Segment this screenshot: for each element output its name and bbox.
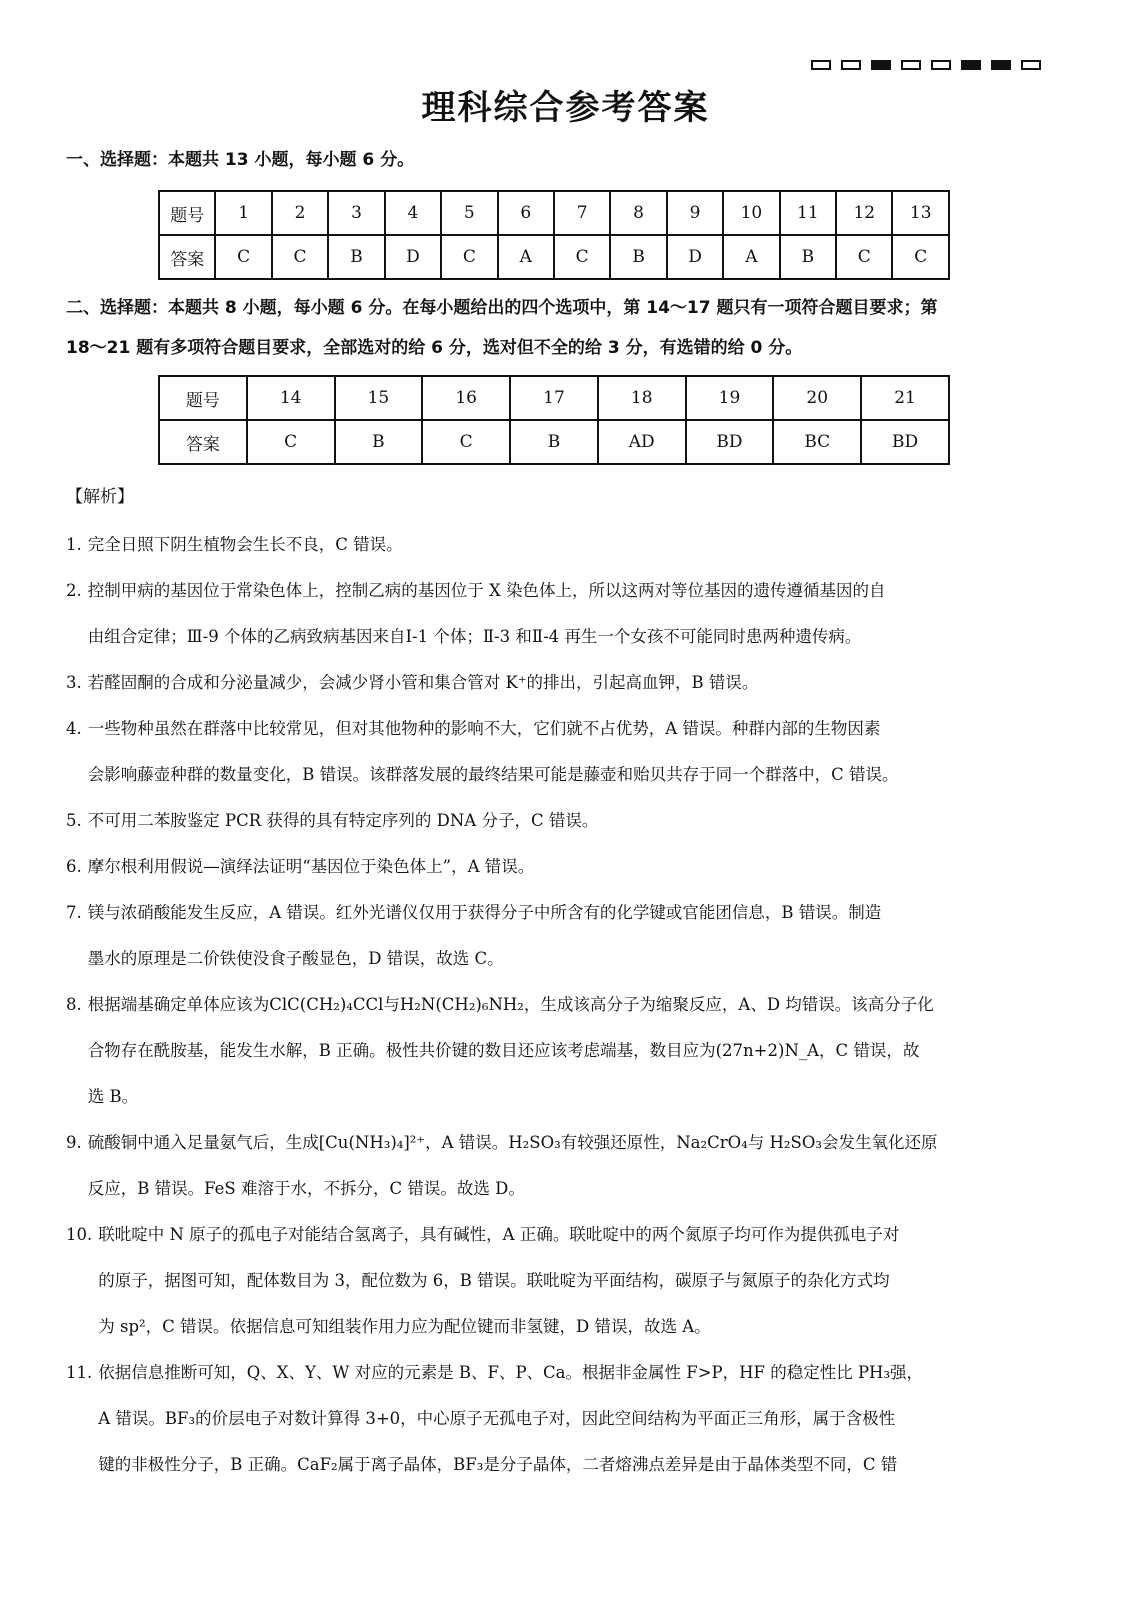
list-item [66,844,1041,890]
item-number: 10. [66,1225,93,1244]
question-number-cell: 19 [686,376,774,420]
item-text [88,982,1041,1120]
item-line: 键的非极性分子，B 正确。CaF₂属于离子晶体，BF₃是分子晶体，二者熔沸点差异是由于晶体类型不同，C 错 [98,1455,898,1474]
marker-box [811,60,831,70]
answer-table-2 [158,375,950,465]
answer-cell: B [510,420,598,464]
answer-cell: A [498,235,554,279]
answer-cell: C [422,420,510,464]
list-item [66,522,1041,568]
list-item [66,1120,1041,1212]
question-number-cell: 21 [861,376,949,420]
item-text [98,1212,1041,1350]
item-line: 联吡啶中 N 原子的孤电子对能结合氢离子，具有碱性，A 正确。联吡啶中的两个氮原子均可作为提供孤电子对 [98,1225,900,1244]
page-marker-boxes [811,60,1041,70]
question-number-cell: 18 [598,376,686,420]
answer-cell: B [780,235,836,279]
item-text [88,890,1041,982]
answer-cell: C [892,235,949,279]
item-line: 选 B。 [87,1087,139,1106]
section2-heading-line2: 18～21 题有多项符合题目要求，全部选对的给 6 分，选对但不全的给 3 分，有选错的给 0 分。 [66,338,803,358]
item-line: 由组合定律；Ⅲ-9 个体的乙病致病基因来自Ⅰ-1 个体；Ⅱ-3 和Ⅱ-4 再生一个女孩不可能同时患两种遗传病。 [87,627,862,646]
question-number-cell: 9 [667,191,723,235]
answer-cell: A [723,235,779,279]
marker-box-filled [871,60,891,70]
item-line: 若醛固酮的合成和分泌量减少，会减少肾小管和集合管对 K⁺的排出，引起高血钾，B 错误。 [87,673,759,692]
question-number-cell: 16 [422,376,510,420]
item-line: 根据端基确定单体应该为ClC(CH₂)₄CCl与H₂N(CH₂)₆NH₂，生成该高分子为缩聚反应，A、D 均错误。该高分子化 [87,995,934,1014]
list-item [66,1350,1041,1488]
item-line: 会影响藤壶种群的数量变化，B 错误。该群落发展的最终结果可能是藤壶和贻贝共存于同一个群落中，C 错误。 [87,765,899,784]
answer-cell: AD [598,420,686,464]
question-number-cell: 20 [773,376,861,420]
item-text [88,798,1041,844]
item-line: 控制甲病的基因位于常染色体上，控制乙病的基因位于 X 染色体上，所以这两对等位基因的遗传遵循基因的自 [87,581,886,600]
item-number: 9. [66,1133,82,1152]
item-number: 5. [66,811,82,830]
question-number-cell: 10 [723,191,779,235]
answer-cell: C [836,235,892,279]
list-item [66,568,1041,660]
row-label: 答案 [159,235,215,279]
item-line: 墨水的原理是二价铁使没食子酸显色，D 错误，故选 C。 [87,949,504,968]
item-text [98,1350,1041,1488]
marker-box [1021,60,1041,70]
answer-cell: B [328,235,384,279]
question-number-cell: 15 [335,376,423,420]
item-number: 3. [66,673,82,692]
item-number: 4. [66,719,82,738]
list-item [66,982,1041,1120]
question-number-cell: 3 [328,191,384,235]
question-number-cell: 12 [836,191,892,235]
question-number-cell: 4 [385,191,441,235]
item-line: 完全日照下阴生植物会生长不良，C 错误。 [87,535,403,554]
item-text [88,706,1041,798]
section2-heading-line1: 二、选择题：本题共 8 小题，每小题 6 分。在每小题给出的四个选项中，第 14～17 题只有一项符合题目要求；第 [66,298,938,318]
table-row-numbers [159,191,949,235]
list-item [66,706,1041,798]
list-item [66,660,1041,706]
item-line: 反应，B 错误。FeS 难溶于水，不拆分，C 错误。故选 D。 [87,1179,525,1198]
answer-cell: D [667,235,723,279]
item-line: 依据信息推断可知，Q、X、Y、W 对应的元素是 B、F、P、Ca。根据非金属性 F>P，HF 的稳定性比 PH₃强， [98,1363,924,1382]
item-number: 2. [66,581,82,600]
item-text [88,844,1041,890]
answer-cell: B [610,235,666,279]
answer-cell: C [441,235,497,279]
item-line: 一些物种虽然在群落中比较常见，但对其他物种的影响不大，它们就不占优势，A 错误。种群内部的生物因素 [87,719,881,738]
answer-cell: C [247,420,335,464]
answer-table-1 [158,190,950,280]
answer-cell: BD [861,420,949,464]
row-label: 题号 [159,376,247,420]
item-line: A 错误。BF₃的价层电子对数计算得 3+0，中心原子无孤电子对，因此空间结构为平面正三角形，属于含极性 [98,1409,896,1428]
row-label: 题号 [159,191,215,235]
marker-box [931,60,951,70]
question-number-cell: 8 [610,191,666,235]
row-label: 答案 [159,420,247,464]
answer-cell: C [272,235,328,279]
list-item [66,1212,1041,1350]
question-number-cell: 1 [215,191,271,235]
table-row-numbers [159,376,949,420]
item-text [88,522,1041,568]
answer-cell: C [215,235,271,279]
item-number: 6. [66,857,82,876]
item-line: 的原子，据图可知，配体数目为 3，配位数为 6，B 错误。联吡啶为平面结构，碳原子与氮原子的杂化方式均 [98,1271,890,1290]
question-number-cell: 11 [780,191,836,235]
analysis-list [66,522,1041,1488]
question-number-cell: 2 [272,191,328,235]
answer-cell: B [335,420,423,464]
item-number: 11. [66,1363,93,1382]
item-number: 1. [66,535,82,554]
question-number-cell: 7 [554,191,610,235]
answer-cell: C [554,235,610,279]
marker-box [901,60,921,70]
question-number-cell: 5 [441,191,497,235]
item-line: 为 sp²，C 错误。依据信息可知组装作用力应为配位键而非氢键，D 错误，故选 A。 [98,1317,711,1336]
marker-box-filled [961,60,981,70]
table-row-answers [159,420,949,464]
marker-box [841,60,861,70]
answer-cell: BC [773,420,861,464]
item-number: 7. [66,903,82,922]
list-item [66,890,1041,982]
list-item [66,798,1041,844]
item-line: 镁与浓硝酸能发生反应，A 错误。红外光谱仪仅用于获得分子中所含有的化学键或官能团信息，B 错误。制造 [87,903,882,922]
item-line: 硫酸铜中通入足量氨气后，生成[Cu(NH₃)₄]²⁺，A 错误。H₂SO₃有较强还原性，Na₂CrO₄与 H₂SO₃会发生氧化还原 [87,1133,938,1152]
item-line: 摩尔根利用假说—演绎法证明“基因位于染色体上”，A 错误。 [87,857,535,876]
question-number-cell: 17 [510,376,598,420]
question-number-cell: 13 [892,191,949,235]
analysis-heading: 【解析】 [66,487,134,507]
question-number-cell: 6 [498,191,554,235]
item-text [88,568,1041,660]
item-line: 合物存在酰胺基，能发生水解，B 正确。极性共价键的数目还应该考虑端基，数目应为(27n+2)N_A，C 错误，故 [87,1041,920,1060]
section1-heading: 一、选择题：本题共 13 小题，每小题 6 分。 [66,150,415,170]
question-number-cell: 14 [247,376,335,420]
answer-cell: BD [686,420,774,464]
answer-cell: D [385,235,441,279]
item-text [88,660,1041,706]
item-text [88,1120,1041,1212]
item-number: 8. [66,995,82,1014]
marker-box-filled [991,60,1011,70]
page-title: 理科综合参考答案 [421,88,710,128]
table-row-answers [159,235,949,279]
item-line: 不可用二苯胺鉴定 PCR 获得的具有特定序列的 DNA 分子，C 错误。 [87,811,599,830]
